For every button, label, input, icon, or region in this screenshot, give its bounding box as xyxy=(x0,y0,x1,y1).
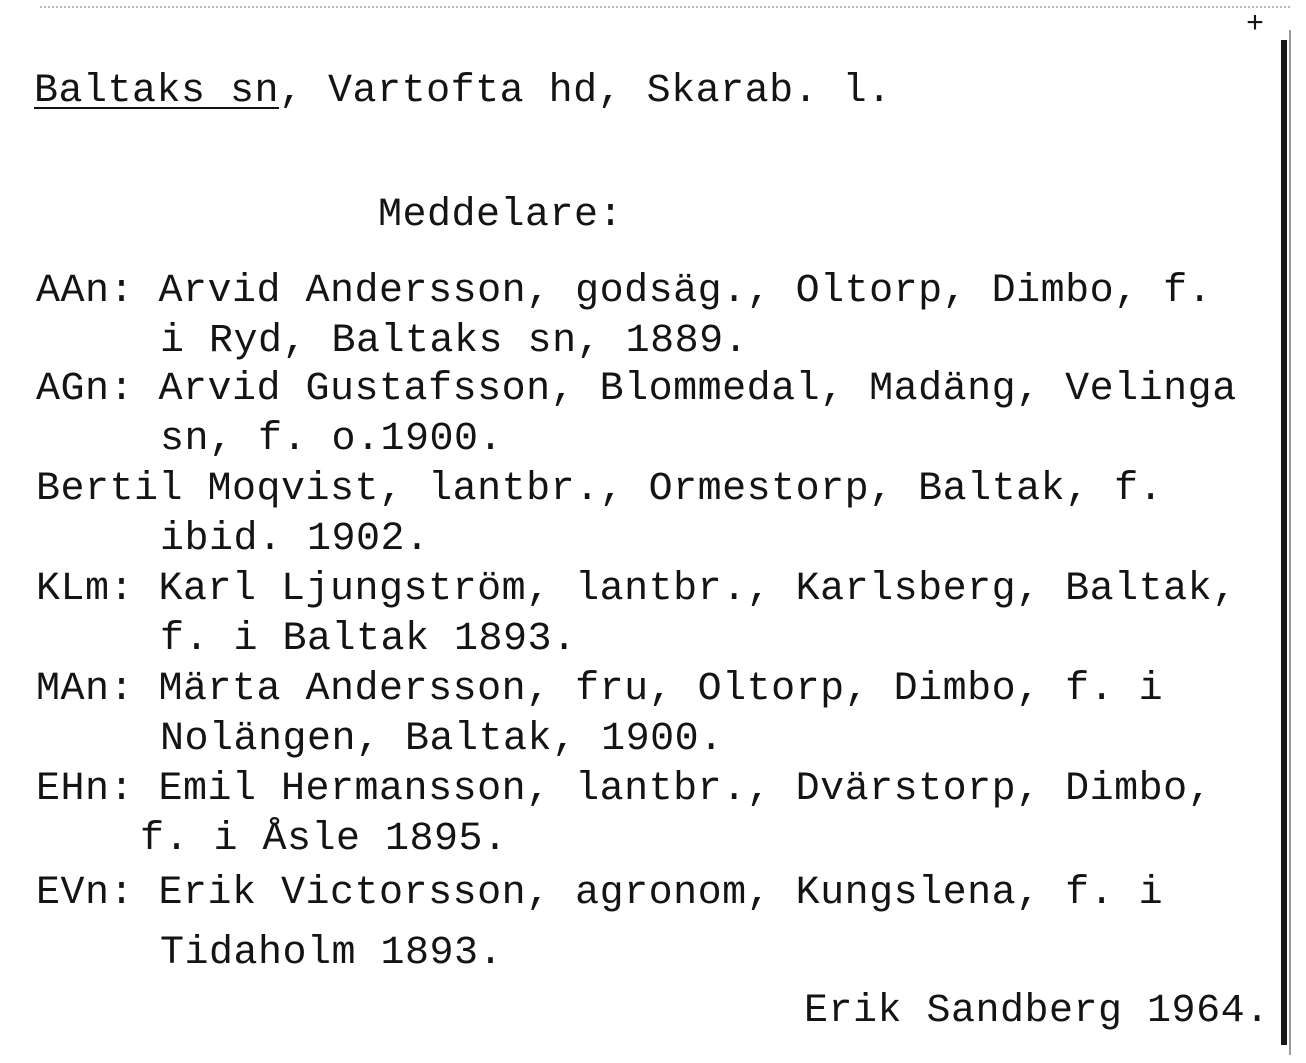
entry-man-line1: MAn: Märta Andersson, fru, Oltorp, Dimbo, f. i xyxy=(36,667,1164,712)
card-right-edge-shadow xyxy=(1289,30,1291,1055)
entry-agn-line1: AGn: Arvid Gustafsson, Blommedal, Madäng, Velinga xyxy=(36,367,1237,412)
entry-ehn-line2: f. i Åsle 1895. xyxy=(140,817,508,862)
entry-klm-line1: KLm: Karl Ljungström, lantbr., Karlsberg, Baltak, xyxy=(36,567,1237,612)
entry-aan-line1: AAn: Arvid Andersson, godsäg., Oltorp, Dimbo, f. xyxy=(36,269,1213,314)
entry-agn-line2: sn, f. o.1900. xyxy=(160,417,504,462)
signature: Erik Sandberg 1964. xyxy=(804,989,1270,1034)
heading-rest: , Vartofta hd, Skarab. l. xyxy=(279,69,892,114)
entry-evn-line1: EVn: Erik Victorsson, agronom, Kungslena, f. i xyxy=(36,871,1164,916)
entry-bertil-line1: Bertil Moqvist, lantbr., Ormestorp, Baltak, f. xyxy=(36,467,1164,512)
entry-man-line2: Nolängen, Baltak, 1900. xyxy=(160,717,724,762)
entry-aan-line2: i Ryd, Baltaks sn, 1889. xyxy=(160,319,749,364)
card-right-edge xyxy=(1281,40,1287,1045)
entry-ehn-line1: EHn: Emil Hermansson, lantbr., Dvärstorp, Dimbo, xyxy=(36,767,1213,812)
parish-name: Baltaks sn xyxy=(34,69,280,114)
entry-bertil-line2: ibid. 1902. xyxy=(160,517,430,562)
entry-klm-line2: f. i Baltak 1893. xyxy=(160,617,577,662)
top-edge xyxy=(40,6,1290,10)
entry-evn-line2: Tidaholm 1893. xyxy=(160,931,504,976)
section-title: Meddelare: xyxy=(378,193,624,238)
card-heading xyxy=(34,68,892,116)
corner-mark: + xyxy=(1246,8,1265,42)
